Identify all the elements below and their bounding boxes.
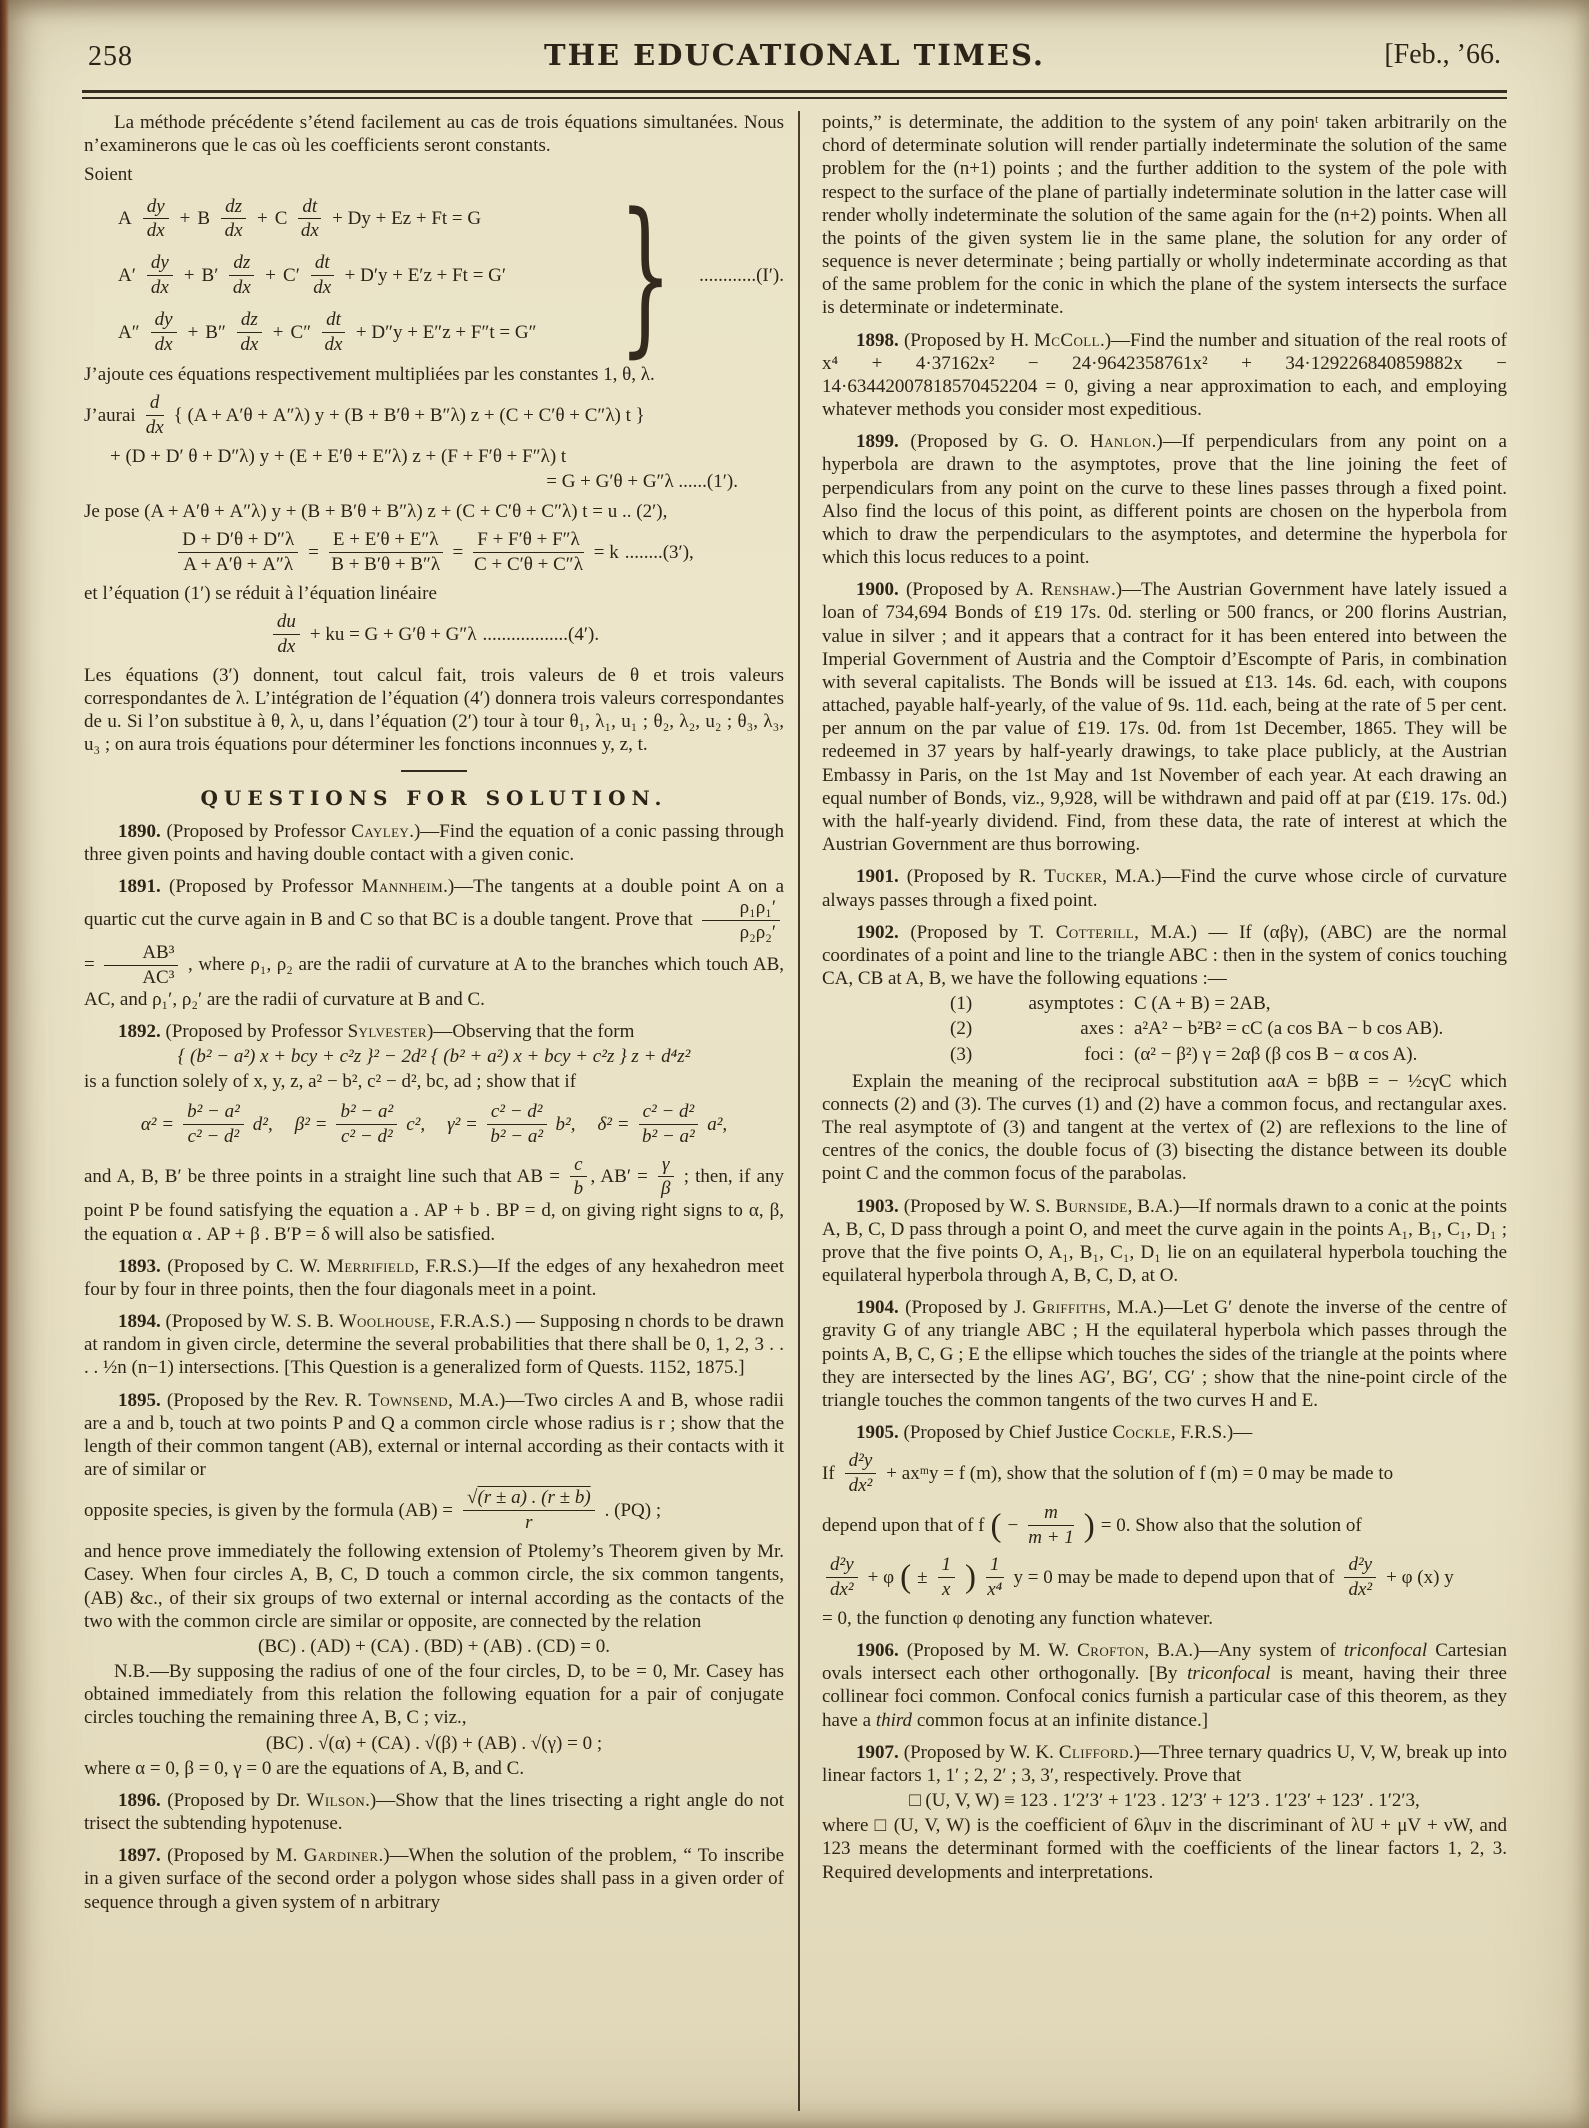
proposer-name: Wilson [306,1789,366,1811]
problem-1905-line1 [822,1451,1507,1496]
proposer-name: McColl [1034,329,1100,351]
text-run: (Proposed by R. [906,866,1045,888]
problem-number: 1891. [118,876,161,898]
two-column-body [0,99,1589,2111]
problem-number: 1893. [118,1255,161,1277]
soient-line: Soient [84,164,133,186]
problem-number: 1896. [118,1789,161,1811]
page-title: THE EDUCATIONAL TIMES. [544,38,1045,72]
problem-1896 [84,1789,784,1835]
italic-word: third [875,1709,913,1731]
text-run: , AB′ = [590,1165,648,1187]
equation-number: (1) [950,993,973,1015]
problem-number: 1894. [118,1311,161,1333]
proposer-name: Clifford [1058,1741,1129,1763]
text-run: .)—If perpendiculars from any point on a hyperbola are drawn to the asymptotes, prove that the line joining the feet of perpendiculars from any point on the curve to these lines passes through a fixed point. Also find the locus of this point, as different points are chosen on the hyperbola from which to draw the perpendiculars to the asymptotes, and determine the hyperbola for which this locus reduces to a point. [822,431,1507,569]
proposer-name: Mannheim [361,876,444,898]
proposer-name: Crofton [1077,1640,1145,1662]
text-run: common focus at an infinite distance.] [912,1709,1209,1731]
text-run: + φ (x) y [1386,1566,1454,1588]
text-run: . (PQ) ; [604,1500,662,1522]
equation-kind: axes : [1080,1018,1124,1040]
fraction: $\frac{\text{b² − a²}}{\text{c² − d²}}$ [183,1102,244,1147]
equation-system-I [90,177,784,374]
coefficient: B′ [201,265,219,287]
problem-number: 1901. [856,866,899,888]
text-run: (Proposed by M. [167,1845,304,1867]
text-run: .)—Show that the lines trisecting a right angle do not trisect the subtending hypotenuse. [84,1789,784,1835]
fraction: $\frac{\text{c² − d²}}{\text{b² − a²}}$ [487,1102,547,1147]
equation-expression: (α² − β²) γ = 2αβ (β cos B − α cos A). [1134,1043,1418,1065]
fraction: $\frac{\text{d²y}}{\text{dx²}}$ [826,1555,858,1600]
fraction: $\frac{du}{dx}$ [273,612,300,657]
jepose-line: Je pose (A + A′θ + A″λ) y + (B + B′θ + B″λ) z + (C + C′θ + C″λ) t = u .. (2′), [84,500,668,522]
text-run: .)—Find the equation of a conic passing through three given points and having double contact with a given conic. [84,820,785,865]
problem-1895-relation2: (BC) . √(α) + (CA) . √(β) + (AB) . √(γ) = 0 ; [265,1732,603,1754]
proposer-name: Hanlon [1090,431,1152,453]
text-run: , F.R.A.S.) — Supposing n chords to be drawn at random in given circle, determine the several probabilities that there shall be 0, 1, 2, 3 . . . . ½n (n−1) intersections. [This Question is a generalized form of Quests. 1152, 1875.] [84,1311,785,1379]
coefficient: C [274,208,288,230]
text-run: (Proposed by W. S. B. [165,1311,339,1333]
text-run: , M.A.) — If (αβγ), (ABC) are the normal coordinates of a point and line to the triangle ABC : then in the system of conics touching CA, CB at A, B, we have the following equations :— [822,921,1507,990]
text-run: J’aurai [84,405,136,427]
equals-sign: = [308,541,319,563]
problem-number: 1905. [856,1422,899,1444]
equality-term: β² = $\frac{\text{b² − a²}}{\text{c² − d²}}$ c², [294,1100,426,1147]
problem-1895-where: where α = 0, β = 0, γ = 0 are the equations of A, B, and C. [84,1757,525,1779]
text-run: If [822,1463,835,1485]
equation-tail: + D′y + E′z + Ft = G′ [344,265,507,287]
text-run: = 0. Show also that the solution of [1100,1515,1362,1536]
fraction: $\frac{dz}{dx}$ [221,197,246,242]
problem-1902-eq1 [950,992,1507,1015]
problem-1892-form: { (b² − a²) x + bcy + c²z }² − 2d² { (b² + a²) x + bcy + c²z } z + d⁴z² [177,1046,691,1068]
ajoute-paragraph: J’ajoute ces équations respectivement multipliées par les constantes 1, θ, λ. [84,364,655,386]
equality-term: γ² = $\frac{\text{c² − d²}}{\text{b² − a²}}$ b², [447,1100,576,1147]
plus-sign: + [183,265,195,287]
problem-number: 1902. [856,921,899,943]
right-column [800,111,1507,2111]
text-run: (Proposed by W. K. [903,1741,1059,1763]
fraction: $\frac{dt}{dx}$ [298,197,321,242]
left-column [84,111,798,2111]
problem-1907-identity: □ (U, V, W) ≡ 123 . 1′2′3′ + 1′23 . 12′3′ + 12′3 . 1′23′ + 123′ . 1′2′3, [909,1790,1420,1812]
equation-4prime [84,612,784,657]
radical-sign: √ [467,1487,478,1509]
text-run: (Proposed by H. [903,329,1035,351]
jaurai-line-3: = G + G′θ + G″λ ......(1′). [546,471,738,493]
fraction: $\frac{1}{x}$ [938,1555,956,1600]
intro-paragraph: La méthode précédente s’étend facilement au cas de trois équations simultanées. Nous n’examinerons que le cas où les coefficients seront constants. [84,112,784,157]
coefficient: B″ [205,322,226,344]
section-heading: QUESTIONS FOR SOLUTION. [200,786,668,811]
page-header [0,0,1589,82]
text-run: .)—Three ternary quadrics U, V, W, break up into linear factors 1, 1′ ; 2, 2′ ; 3, 3′, respectively. Prove that [822,1741,1507,1786]
problem-1892-equalities [84,1102,784,1147]
header-rule [82,90,1507,99]
plus-sign: + [265,265,277,287]
text-run: .)—The tangents at a double point A on a quartic cut the curve again in B and C so that BC is a double tangent. Prove that [84,876,785,931]
text-run: (Proposed by J. [905,1297,1033,1319]
text-run: = k [593,541,619,563]
problem-number: 1899. [856,431,899,453]
fraction: $\frac{dt}{dx}$ [322,310,345,355]
text-run: , B.A.)—Any system of [1144,1640,1344,1662]
problem-1890 [84,820,784,866]
problem-1894 [84,1310,784,1380]
fraction: $\frac{\text{d²y}}{\text{dx²}}$ [845,1451,877,1496]
problem-number: 1904. [856,1297,899,1319]
problem-1898 [822,329,1507,422]
fraction: $\frac{D + D'\theta + D''\lambda}{A + A'\theta + A''\lambda}$ [178,530,298,575]
problem-1905 [822,1421,1507,1444]
italic-word: triconfocal [1343,1640,1428,1662]
problem-1895-relation: (BC) . (AD) + (CA) . (BD) + (AB) . (CD) = 0. [258,1635,610,1657]
text-run: , where ρ₁, ρ₂ are the radii of curvature at A to the branches which touch AB, AC, and ρ₁′, ρ₂′ are the radii of curvature at B and C. [84,953,784,1010]
text-run: , B.A.)—If normals drawn to a conic at the points A, B, C, D pass through a point O, and meet the curve again in the points A₁, B₁, C₁, D₁ ; prove that the five points O, A₁, B₁, C₁, D₁ lie on an equilateral hyperbola touching the equilateral hyperbola through A, B, C, D, at O. [822,1195,1507,1287]
minus-sign: − [1007,1515,1019,1536]
problem-1891 [84,875,784,1011]
proposer-name: Tucker [1044,866,1103,888]
problem-number: 1895. [118,1389,161,1411]
fraction: $\frac{m}{m + 1}$ [1028,1502,1074,1549]
outro-paragraph: Les équations (3′) donnent, tout calcul fait, trois valeurs de θ et trois valeurs correspondantes de λ. L’intégration de l’équation (4′) donnera trois valeurs correspondantes de u. Si l’on substitue à θ, λ, u, dans l’équation (2′) tour à tour θ₁, λ₁, u₁ ; θ₂, λ₂, u₂ ; θ₃, λ₃, u₃ ; on aura trois équations pour déterminer les fonctions inconnues y, z, t. [84,664,784,756]
fraction: $\frac{dy}{dx}$ [151,310,177,355]
problem-number: 1907. [856,1741,899,1763]
equality-term: δ² = $\frac{\text{c² − d²}}{\text{b² − a²}}$ a², [597,1100,728,1147]
equation-expression: C (A + B) = 2AB, [1134,993,1271,1015]
system-brace: } [618,177,673,374]
equation-tail: + Dy + Ez + Ft = G [332,208,482,230]
equation-kind: foci : [1084,1043,1124,1065]
italic-word: triconfocal [1187,1663,1271,1685]
fraction: $\frac{\text{b² − a²}}{\text{c² − d²}}$ [336,1102,397,1147]
problem-1902-body2: Explain the meaning of the reciprocal substitution aαA = bβB = − ½cγC which connects (2) and (3). The curves (1) and (2) have a common focus, and rectangular axes. The real asymptote of (3) and tangent at the vertex of (2) are reflexions to the line of centres of the conics, the double focus of (3) bisecting the distance between its double point C and the common focus of the parabolas. [822,1070,1507,1185]
fraction: $\frac{F + F'\theta + F''\lambda}{C + C'\theta + C''\lambda}$ [474,528,583,575]
text-run: , M.A.)—Two circles A and B, whose radii are a and b, touch at two points P and Q a common circle whose radius is r ; show that the length of their common tangent (AB), external or internal according as their contacts with it are of similar or [84,1389,785,1481]
fraction: $\frac{d}{dx}$ [145,392,164,439]
text-run: { (A + A′θ + A″λ) y + (B + B′θ + B″λ) z + (C + C′θ + C″λ) t } [173,405,645,427]
text-run: + φ [867,1566,895,1588]
proposer-name: Woolhouse [338,1311,431,1333]
equation-number: (2) [950,1018,973,1040]
text-run: + ku = G + G′θ + G″λ [309,623,477,645]
text-run: and A, B, B′ be three points in a straight line such that AB = [84,1165,560,1187]
proposer-name: Cayley [351,820,410,842]
text-run: .)—When the solution of the problem, “ To inscribe in a given surface of the second order a polygon whose sides shall pass in a given order of sequence through a given system of n arbitrary [84,1845,784,1913]
fraction: $\frac{dy}{dx}$ [147,253,173,298]
text-run: opposite species, is given by the formula (AB) = [84,1500,454,1522]
radical-numerator: √(r ± a) . (r ± b) [463,1488,595,1511]
problem-1903 [822,1195,1507,1288]
text-run: y = 0 may be made to depend upon that of [1013,1566,1335,1588]
proposer-name: Cotterill [1055,921,1135,943]
fraction: $\frac{E + E'\theta + E''\lambda}{B + B'\theta + B''\lambda}$ [329,530,443,575]
problem-1905-line4: = 0, the function φ denoting any function whatever. [822,1607,1214,1629]
equals-sign: = [84,953,95,975]
text-run: (Proposed by T. [910,921,1056,943]
problem-1895-body2: and hence prove immediately the following extension of Ptolemy’s Theorem given by Mr. Casey. When four circles A, B, C, D touch a common circle, the six common tangents, (AB) &c., of their six groups of two external or internal according as the contacts of the two with the common circle are similar or opposite, are connected by the relation [84,1541,784,1632]
fraction: $\frac{\text{d²y}}{\text{dx²}}$ [1344,1555,1376,1600]
text-run: depend upon that of f [822,1515,985,1536]
plus-sign: + [272,322,284,344]
problem-1897 [84,1844,784,1914]
coefficient: C′ [283,265,300,287]
proposer-name: Burnside [1055,1195,1128,1217]
problem-1905-line2: depend upon that of f ( − $\frac{m}{m + 1}$ ) = 0. Show also that the solution of [822,1502,1362,1549]
reduit-line: et l’équation (1′) se réduit à l’équation linéaire [84,582,437,604]
plus-sign: + [179,208,191,230]
equality-term: α² = $\frac{\text{b² − a²}}{\text{c² − d²}}$ d², [140,1100,273,1147]
coefficient: C″ [290,322,312,344]
problem-1901 [822,865,1507,911]
text-run: (Proposed by G. O. [910,431,1091,453]
fraction: $\frac{dz}{dx}$ [229,253,254,298]
problem-1900 [822,578,1507,856]
text-run: (Proposed by W. S. [903,1195,1056,1217]
text-run: (Proposed by Dr. [167,1789,307,1811]
system-rows [90,197,598,356]
fraction: $\frac{\gamma}{\beta}$ [658,1155,674,1200]
text-run: ; [677,1165,689,1187]
problem-1892-body3 [84,1155,784,1246]
section-divider [401,770,467,772]
text-run: (Proposed by Professor [165,1021,348,1043]
equation-label-3: ........(3′), [624,541,694,563]
proposer-name: Griffiths [1032,1297,1107,1319]
equation-tail: + D″y + E″z + F″t = G″ [355,322,537,344]
fraction: $\frac{\text{AB³}}{\text{AC³}}$ [104,943,178,988]
problem-number: 1903. [856,1195,899,1217]
problem-1902-eq2 [950,1017,1507,1040]
text-run: .)—Find the number and situation of the real roots of x⁴ + 4·37162x² − 24·9642358761x² + 34·129226840859882x − 14·63442007818570452204 = 0, giving a near approximation to each, and employing whatever methods you consider most expeditious. [822,329,1507,421]
text-run: .)—The Austrian Government have lately issued a loan of 734,694 Bonds of £19 17s. 0d. sterling or 500 francs, or 200 florins Austrian, value in silver ; and it appears that a contract for it has been entered into between the Imperial Government of Austria and the Comptoir d’Escompte of Paris, in combination with several capitalists. The Bonds will be issued at £13. 14s. 6d. each, with coupons attached, payable half-yearly, of the value of 9s. 11d. each, being at the rate of 5 per cent. per annum on the par value of £19. 17s. 0d. from 1st December, 1865. They will be redeemed in 37 years by half-yearly drawings, to take place publicly, at the Austrian Embassy in Paris, on the 1st May and 1st November of each year. At each drawing an equal number of Bonds, viz., 9,928, will be withdrawn and paid off at par (£19. 17s. 0d.) with the half-yearly dividend. Find, from these data, the rate of interest at which the Austrian Government are thus borrowing. [822,579,1507,856]
problem-number: 1890. [118,820,161,842]
fraction: $\frac{dt}{dx}$ [311,253,334,298]
fraction: $\frac{dy}{dx}$ [143,197,169,242]
problem-1895-nb: N.B.—By supposing the radius of one of the four circles, D, to be = 0, Mr. Casey has obtained immediately from this relation the following equation for a pair of conjugate circles touching the remaining three A, B, C ; viz., [84,1661,784,1729]
text-run: (Proposed by C. W. [167,1255,328,1277]
problem-1902-eq3 [950,1043,1507,1066]
text-run: (Proposed by A. [905,579,1041,601]
text-run: , M.A.)—Let G′ denote the inverse of the centre of gravity G of any triangle ABC ; H the equilateral hyperbola which passes through the points A, B, C, G ; E the ellipse which touches the sides of the triangle at the points where they are intersected by the lines AG′, BG′, CG′ ; show that the nine-point circle of the triangle touches the common tangents of the two curves H and E. [822,1297,1507,1411]
proposer-name: Cockle [1112,1422,1171,1444]
text-run: , F.R.S.)—If the edges of any hexahedron meet four by four in three points, then the four diagonals meet in a point. [84,1255,784,1300]
fraction: $\frac{√(r \pm a) . (r \pm b)}{r}$ [463,1488,595,1533]
text-run: )—Observing that the form [427,1021,635,1043]
problem-1892 [84,1020,784,1043]
system-row [90,310,598,355]
problem-number: 1897. [118,1845,161,1867]
text-run: (Proposed by Professor [169,876,362,898]
proposer-name: Merrifield [327,1255,415,1277]
fraction: $\frac{\text{c² − d²}}{\text{b² − a²}}$ [639,1102,699,1147]
equation-label-4: ..................(4′). [482,623,600,645]
problem-1906 [822,1639,1507,1732]
coefficient: A″ [118,322,140,344]
plus-minus-sign: ± [917,1566,928,1588]
text-run: (Proposed by Chief Justice [903,1422,1113,1444]
coefficient: B [197,208,211,230]
problem-number: 1906. [856,1640,899,1662]
system-row [90,197,598,242]
text-run: (Proposed by M. W. [906,1640,1078,1662]
text-run: (Proposed by the Rev. R. [166,1389,369,1411]
equation-number: (3) [950,1043,973,1065]
jaurai-line-1 [84,393,784,438]
text-run: , M.A.)—Find the curve whose circle of curvature always passes through a fixed point. [822,866,1507,911]
proposer-name: Renshaw [1040,579,1111,601]
fraction: $\frac{c}{b}$ [570,1155,586,1200]
equation-kind: asymptotes : [1028,993,1124,1015]
problem-1904 [822,1296,1507,1412]
issue-date: [Feb., ’66. [1384,39,1501,70]
jaurai-line-2: + (D + D′ θ + D″λ) y + (E + E′θ + E″λ) z + (F + F′θ + F″λ) t [110,446,567,468]
equation-label-I: ............(I′). [699,265,784,287]
coefficient: A′ [118,265,136,287]
equation-3prime [84,530,784,575]
problem-1895-formula [84,1488,784,1533]
problem-1905-line3: $\frac{\text{d²y}}{\text{dx²}}$ + φ ( ± $\frac{1}{x}$ ) $\frac{1}{\text{x⁴}}$ y = 0 may be made to depend upon that of $\frac{\text{d²y}}{\text{dx²}}$ + φ (x) y [822,1555,1507,1600]
coefficient: A [118,208,132,230]
fraction: $\frac{dz}{dx}$ [237,310,262,355]
proposer-name: Townsend [368,1389,449,1411]
continuation-paragraph: points,” is determinate, the addition to the system of any poinᵗ taken arbitrarily on the chord of determinate solution will render partially indeterminate the solution of the same problem for the (n+1) points ; and the further addition to the system of the pole with respect to the surface of the plane of partially indeterminate solution in the latter case will render wholly indeterminate the solution of the same again for the (n+2) points. When all the points of the given system lie in the same plane, the solution for any order of sequence is never determinate ; being partially or wholly indeterminate according as that of the same problem for the conic in which the plane of the system intersects the surface is determinate or indeterminate. [822,112,1507,319]
system-row [90,253,598,298]
problem-1907-body2: where □ (U, V, W) is the coefficient of 6λμν in the discriminant of λU + μV + νW, and 123 means the determinant formed with the coefficients of the linear factors 1, 2, 3. Required developments and interpretations. [822,1815,1507,1883]
text-run: + axᵐy = f (m), show that the solution of f (m) = 0 may be made to [886,1463,1394,1485]
equation-expression: a²A² − b²B² = cC (a cos BA − b cos AB). [1134,1018,1444,1040]
page-number: 258 [88,41,133,72]
plus-sign: + [256,208,268,230]
problem-1893 [84,1255,784,1301]
equals-sign: = [452,541,464,563]
problem-1895 [84,1389,784,1482]
text-run: (Proposed by Professor [166,820,352,842]
text-run: , F.R.S.)— [1170,1422,1253,1444]
proposer-name: Gardiner [303,1845,379,1867]
proposer-name: Sylvester [347,1021,427,1043]
fraction: $\frac{1}{\text{x⁴}}$ [987,1554,1003,1600]
plus-sign: + [187,322,199,344]
problem-1899 [822,430,1507,569]
text-run: Cartesian ovals intersect each other orthogonally. [By [822,1640,1507,1685]
fraction: $\frac{\text{ρ₁ρ₁′}}{\text{ρ₂ρ₂′}}$ [702,898,780,943]
text-run: is meant, having their three collinear foci common. Confocal conics furnish a particular case of this theorem, as they have a [822,1663,1507,1731]
text-run: then, if any point P be found satisfying the equation a . AP + b . BP = d, on giving right signs to α, β, the equation α . AP + β . B′P = δ will also be satisfied. [84,1165,784,1245]
problem-number: 1892. [118,1021,161,1043]
problem-number: 1898. [856,329,899,351]
problem-1907 [822,1741,1507,1787]
problem-1902 [822,921,1507,991]
problem-1892-body2: is a function solely of x, y, z, a² − b², c² − d², bc, ad ; show that if [84,1071,577,1093]
problem-number: 1900. [856,579,899,601]
